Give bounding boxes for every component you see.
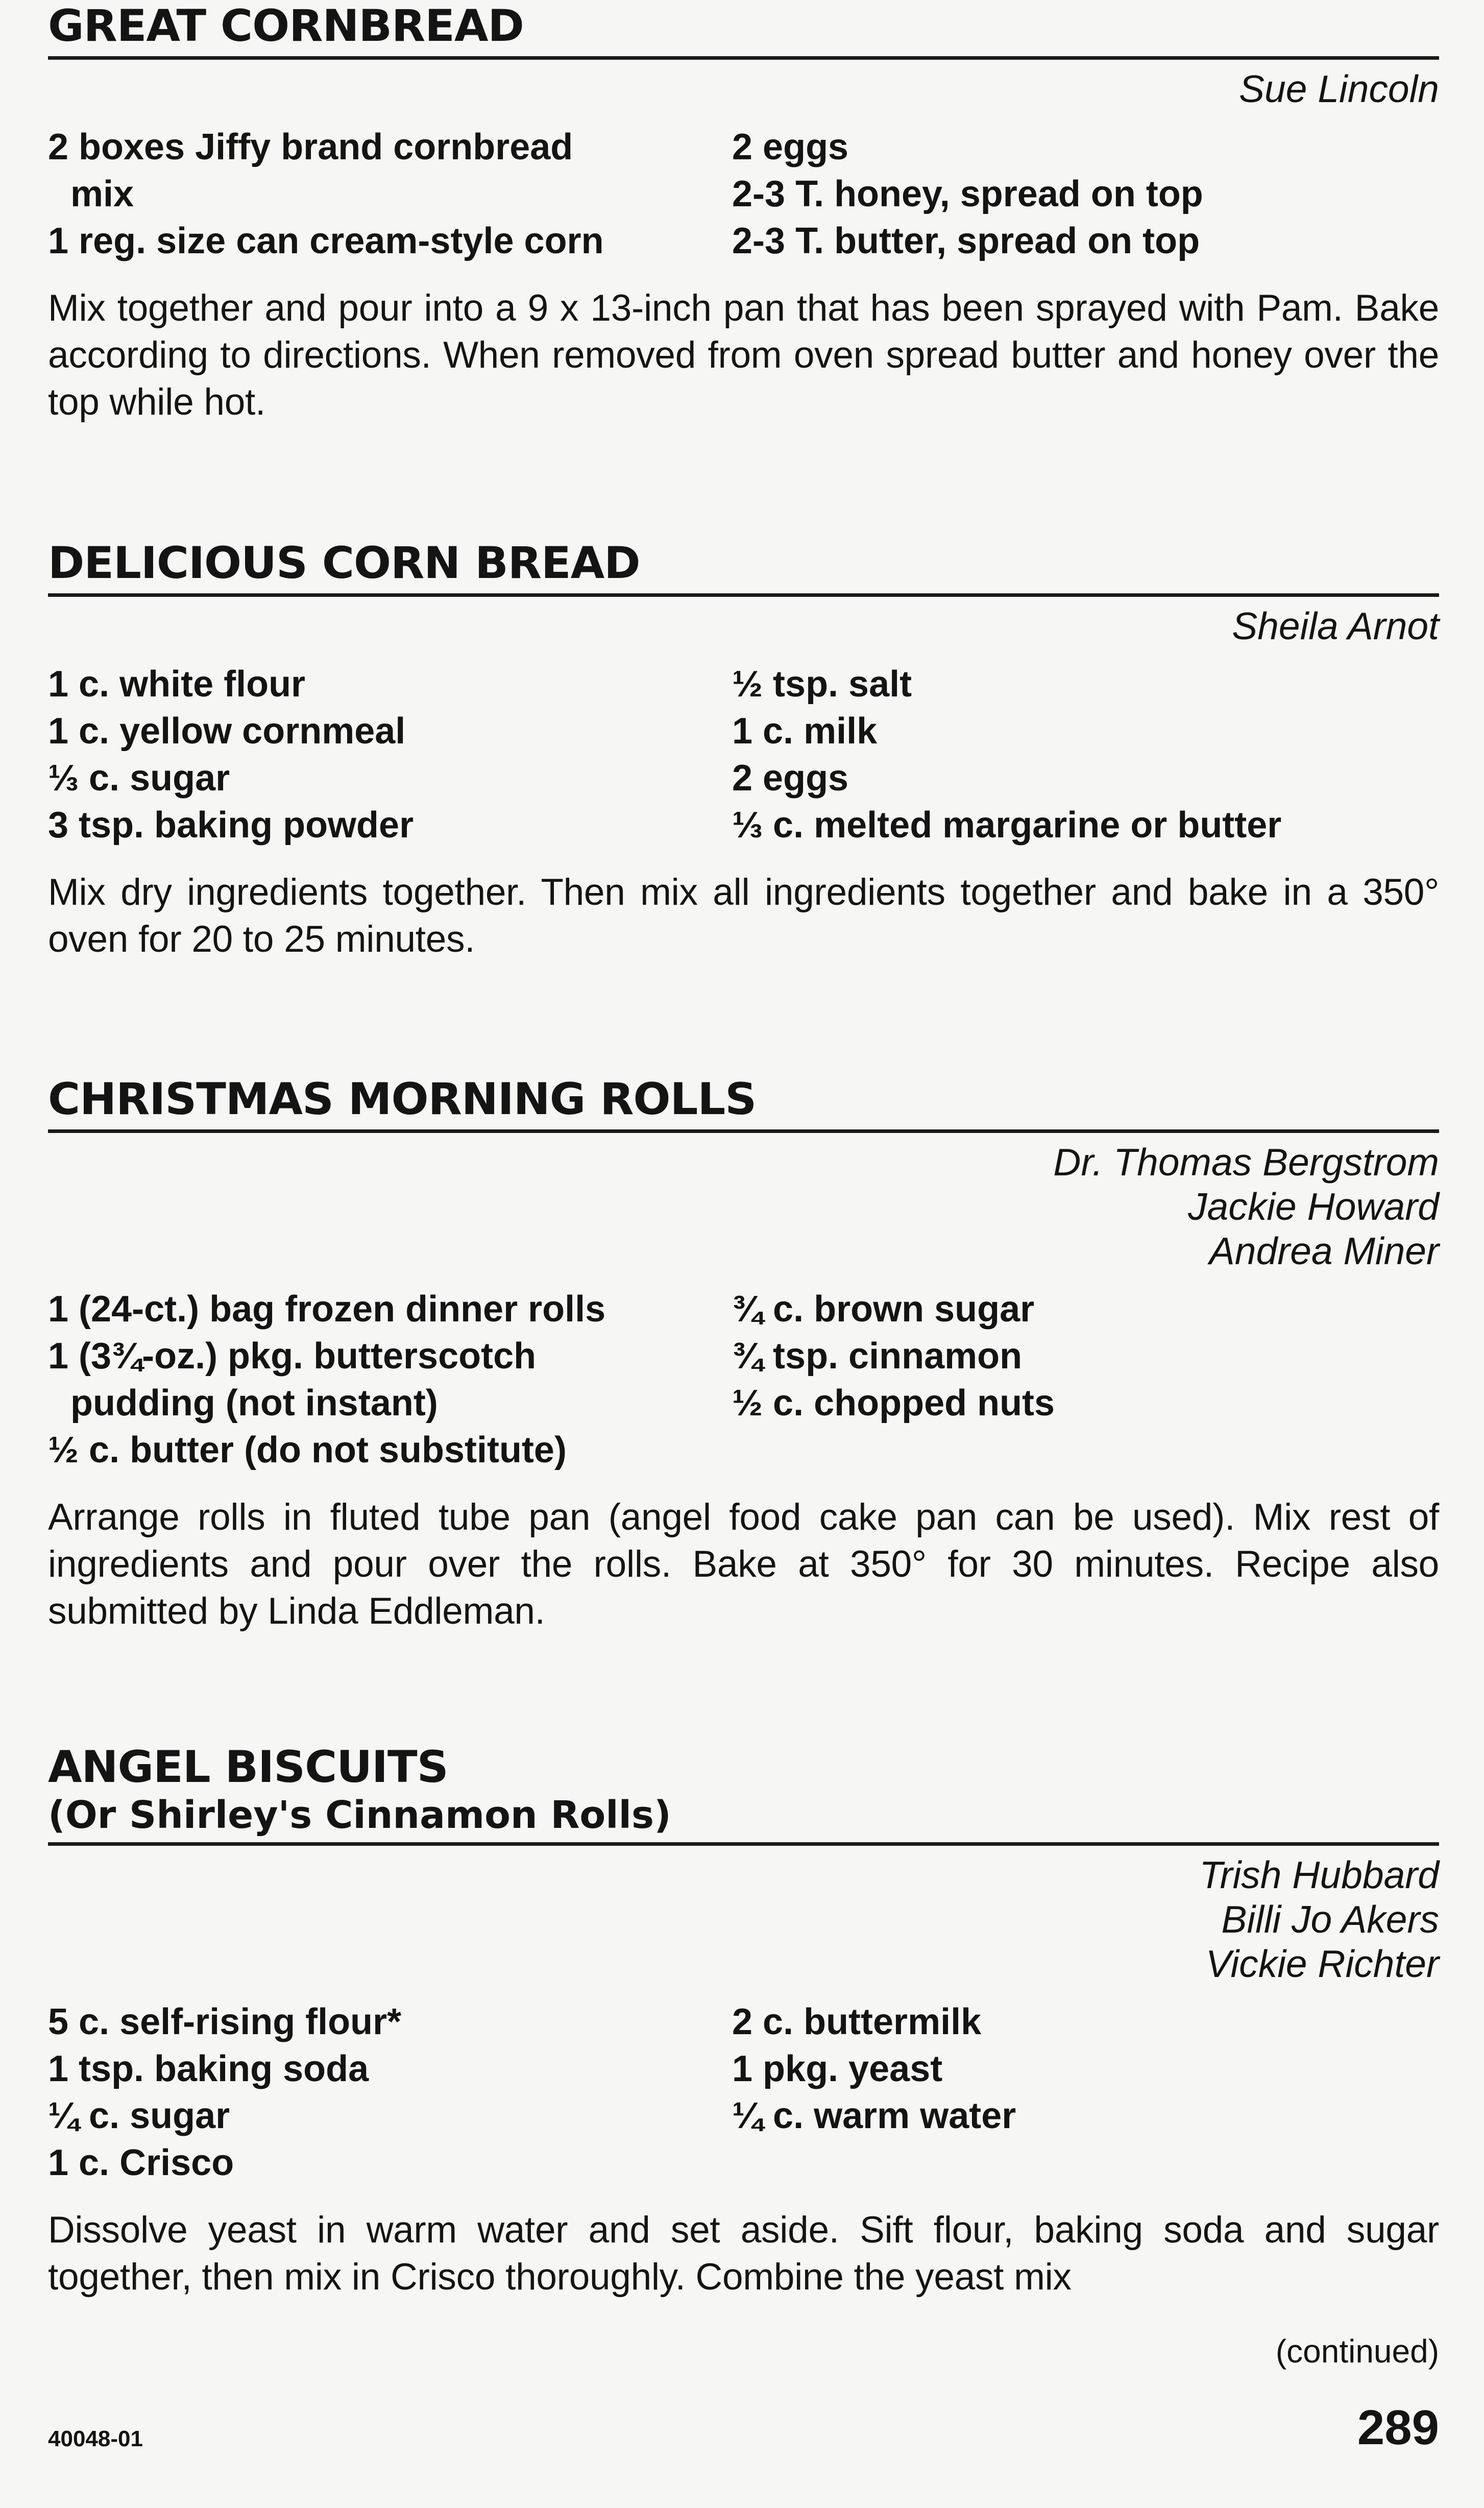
ingredient-column-right [732,661,1439,849]
author: Trish Hubbard [1199,1853,1439,1896]
recipe-christmas-morning-rolls [48,1074,1439,1672]
recipe-subtitle: (Or Shirley's Cinnamon Rolls) [48,1793,671,1837]
ingredient-list [48,124,1439,264]
ingredient: 2 eggs [732,127,849,167]
author: Jackie Howard [1188,1185,1439,1228]
ingredient: 3 tsp. baking powder [48,805,414,846]
author: Billi Jo Akers [1221,1898,1439,1941]
ingredient: ¼ c. warm water [732,2095,1016,2136]
recipe-title: GREAT CORNBREAD [48,1,524,52]
recipe-authors [48,1853,1439,1986]
title-rule [48,56,1439,60]
ingredient: 1 (3¾-oz.) pkg. butterscotch [48,1336,537,1377]
ingredient: 2 boxes Jiffy brand cornbread [48,127,573,167]
page-number: 289 [1357,2400,1439,2455]
recipe-directions: Dissolve yeast in warm water and set aside. Sift flour, baking soda and sugar together, then mix in Crisco thoroughly. Combine the yeast mix [48,2209,1439,2298]
ingredient-column-right [732,1286,1439,1474]
ingredient: pudding (not instant) [70,1383,438,1424]
ingredient: 2-3 T. butter, spread on top [732,221,1200,261]
recipe-delicious-corn-bread [48,538,1439,1000]
ingredient-column-right [732,124,1439,264]
ingredient: 2 c. buttermilk [732,2001,982,2042]
ingredient: mix [70,174,134,214]
recipe-directions: Arrange rolls in fluted tube pan (angel food cake pan can be used). Mix rest of ingredients and pour over the rolls. Bake at 350° for 30 minutes. Recipe also submitted by Linda Eddleman. [48,1497,1439,1632]
recipe-authors [48,1140,1439,1273]
author: Andrea Miner [1209,1229,1439,1272]
ingredient-list [48,1286,1439,1474]
author: Sheila Arnot [1232,605,1439,647]
ingredient: ¾ tsp. cinnamon [732,1336,1023,1377]
ingredient-column-left [48,1286,732,1474]
ingredient: 1 (24-ct.) bag frozen dinner rolls [48,1289,606,1330]
ingredient: ¾ c. brown sugar [732,1289,1035,1330]
continued-note: (continued) [1275,2333,1439,2370]
ingredient: ½ c. chopped nuts [732,1383,1055,1424]
title-rule [48,593,1439,597]
ingredient: 2-3 T. honey, spread on top [732,174,1203,214]
ingredient: 1 c. white flour [48,664,306,705]
recipe-authors [48,604,1439,648]
recipe-angel-biscuits [48,1742,1439,2338]
ingredient-column-left [48,124,732,264]
recipe-directions: Mix dry ingredients together. Then mix all ingredients together and bake in a 350° oven for 20 to 25 minutes. [48,872,1439,960]
ingredient: 1 tsp. baking soda [48,2048,369,2089]
title-rule [48,1129,1439,1133]
ingredient: ⅓ c. melted margarine or butter [732,805,1282,846]
author: Vickie Richter [1205,1942,1439,1985]
ingredient: 1 c. yellow cornmeal [48,711,406,752]
ingredient-list [48,1998,1439,2186]
ingredient: 1 pkg. yeast [732,2048,943,2089]
recipe-authors [48,67,1439,111]
recipe-title: DELICIOUS CORN BREAD [48,538,640,589]
ingredient-column-left [48,1998,732,2186]
ingredient: ½ tsp. salt [732,664,912,705]
ingredient: 5 c. self-rising flour* [48,2001,402,2042]
author: Dr. Thomas Bergstrom [1053,1141,1439,1184]
ingredient: 1 c. milk [732,711,878,752]
ingredient-column-left [48,661,732,849]
ingredient: 1 reg. size can cream-style corn [48,221,604,261]
recipe-great-cornbread [48,1,1439,463]
ingredient: ½ c. butter (do not substitute) [48,1430,567,1470]
title-rule [48,1842,1439,1846]
recipe-title: ANGEL BISCUITS [48,1742,448,1793]
ingredient-list [48,661,1439,849]
author: Sue Lincoln [1239,67,1439,110]
recipe-title: CHRISTMAS MORNING ROLLS [48,1074,757,1125]
catalog-code: 40048-01 [48,2426,143,2451]
ingredient-column-right [732,1998,1439,2186]
ingredient: 1 c. Crisco [48,2142,234,2183]
ingredient: 2 eggs [732,758,849,799]
recipe-directions: Mix together and pour into a 9 x 13-inch pan that has been sprayed with Pam. Bake according to directions. When removed from oven spread butter and honey over the top while hot. [48,287,1439,423]
ingredient: ¼ c. sugar [48,2095,230,2136]
ingredient: ⅓ c. sugar [48,758,230,799]
